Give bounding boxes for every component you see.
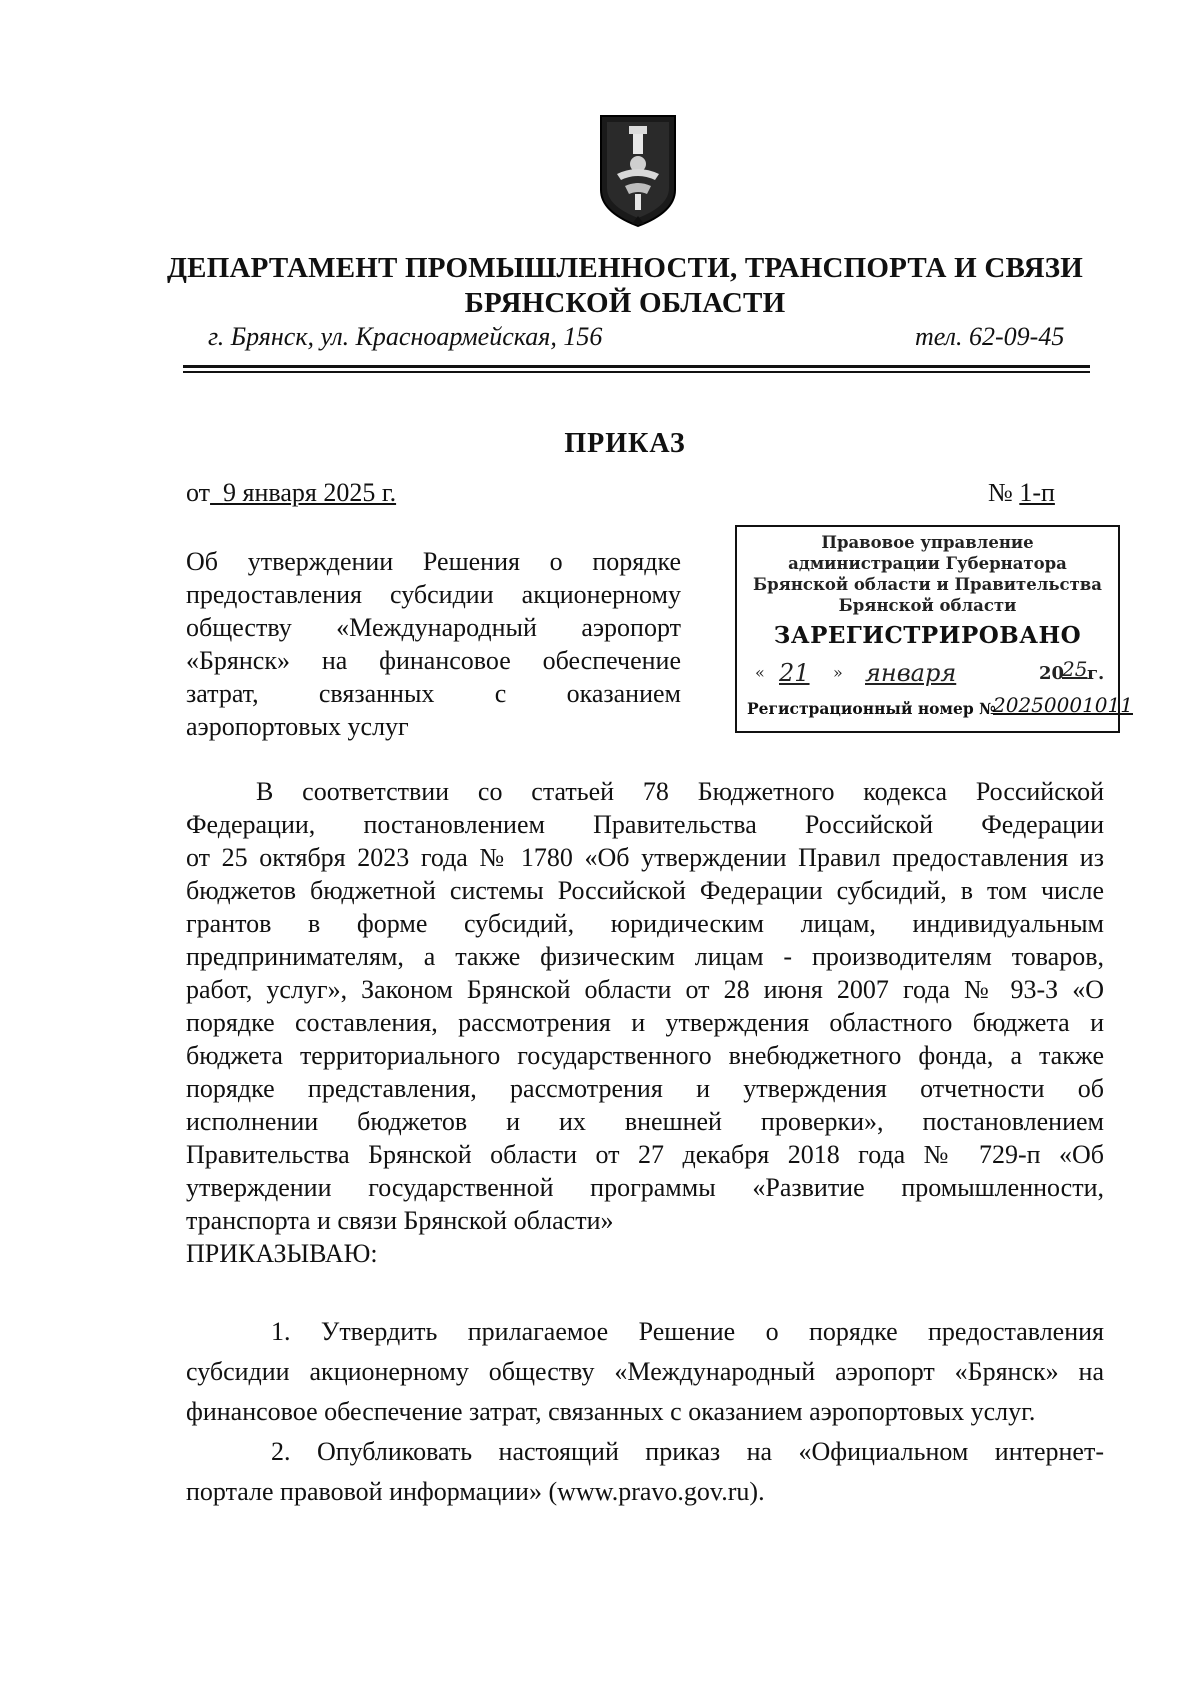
coat-of-arms-icon bbox=[595, 112, 681, 230]
stamp-regnum-value: 20250001011 bbox=[993, 693, 1133, 717]
stamp-quote-open: « bbox=[755, 663, 765, 682]
order-item-line: финансовое обеспечение затрат, связанных с оказанием аэропортовых услуг. bbox=[186, 1397, 1036, 1426]
stamp-regnum-label: Регистрационный номер № bbox=[747, 699, 996, 718]
order-item-line: 2. Опубликовать настоящий приказ на «Официальном интернет- bbox=[271, 1437, 1104, 1466]
preamble-line: Федерации, постановлением Правительства Российской Федерации bbox=[186, 810, 1104, 839]
subject-line: Об утверждении Решения о порядке bbox=[186, 547, 681, 576]
order-item-line: портале правовой информации» (www.pravo.gov.ru). bbox=[186, 1477, 765, 1506]
subject-line: предоставления субсидии акционерному bbox=[186, 580, 681, 609]
preamble-line: порядке представления, рассмотрения и утверждения отчетности об bbox=[186, 1074, 1104, 1103]
stamp-line: Брянской области и Правительства bbox=[753, 575, 1102, 594]
stamp-date bbox=[755, 657, 1105, 691]
preamble-line: от 25 октября 2023 года № 1780 «Об утверждении Правил предоставления из bbox=[186, 843, 1104, 872]
order-date bbox=[186, 478, 396, 508]
department-title: ДЕПАРТАМЕНТ ПРОМЫШЛЕННОСТИ, ТРАНСПОРТА И СВЯЗИ bbox=[167, 252, 1083, 284]
preamble-line: порядке составления, рассмотрения и утверждения областного бюджета и bbox=[186, 1008, 1104, 1037]
preamble bbox=[186, 775, 1104, 1270]
subject-line: аэропортовых услуг bbox=[186, 712, 409, 741]
registration-stamp bbox=[735, 525, 1133, 733]
preamble-line: утверждении государственной программы «Развитие промышленности, bbox=[186, 1173, 1104, 1202]
order-date-value: 9 января 2025 г. bbox=[223, 478, 397, 507]
order-subject bbox=[186, 545, 681, 743]
preamble-line: бюджета территориального государственного внебюджетного фонда, а также bbox=[186, 1041, 1104, 1070]
stamp-registered: ЗАРЕГИСТРИРОВАНО bbox=[773, 622, 1082, 649]
stamp-year-mark: г. bbox=[1087, 663, 1105, 684]
order-items bbox=[186, 1312, 1104, 1512]
preamble-line: В соответствии со статьей 78 Бюджетного кодекса Российской bbox=[256, 777, 1104, 806]
department-address: г. Брянск, ул. Красноармейская, 156 bbox=[208, 322, 603, 351]
header-divider-thin bbox=[183, 371, 1090, 373]
order-number-value: 1-п bbox=[1019, 478, 1055, 507]
preamble-line: бюджетов бюджетной системы Российской Федерации субсидий, в том числе bbox=[186, 876, 1104, 905]
subject-line: затрат, связанных с оказанием bbox=[186, 679, 681, 708]
order-item-line: субсидии акционерному обществу «Международный аэропорт «Брянск» на bbox=[186, 1357, 1104, 1386]
department-region: БРЯНСКОЙ ОБЛАСТИ bbox=[464, 287, 786, 319]
stamp-line: Правовое управление bbox=[821, 533, 1034, 552]
order-item-line: 1. Утвердить прилагаемое Решение о порядке предоставления bbox=[271, 1317, 1104, 1346]
preamble-line: грантов в форме субсидий, юридическим лицам, индивидуальным bbox=[186, 909, 1104, 938]
stamp-year-suffix: 25 bbox=[1062, 657, 1088, 681]
stamp-year-prefix: 20 bbox=[1039, 663, 1065, 684]
preamble-line: исполнении бюджетов и их внешней проверки», постановлением bbox=[186, 1107, 1104, 1136]
order-date-prefix: от bbox=[186, 478, 211, 507]
stamp-quote-close: » bbox=[833, 663, 843, 682]
stamp-line: администрации Губернатора bbox=[788, 554, 1067, 573]
preamble-line: транспорта и связи Брянской области» bbox=[186, 1206, 614, 1235]
header-divider bbox=[183, 365, 1090, 368]
order-number-prefix: № bbox=[988, 478, 1013, 507]
subject-line: обществу «Международный аэропорт bbox=[186, 613, 681, 642]
stamp-line: Брянской области bbox=[838, 596, 1017, 615]
orders-heading: ПРИКАЗЫВАЮ: bbox=[186, 1239, 378, 1268]
order-number bbox=[988, 478, 1055, 508]
preamble-line: предпринимателям, а также физическим лицам - производителям товаров, bbox=[186, 942, 1104, 971]
department-phone: тел. 62-09-45 bbox=[915, 322, 1065, 351]
order-title: ПРИКАЗ bbox=[564, 428, 686, 459]
stamp-month: января bbox=[865, 659, 957, 687]
preamble-line: Правительства Брянской области от 27 декабря 2018 года № 729-п «Об bbox=[186, 1140, 1104, 1169]
stamp-day: 21 bbox=[779, 659, 810, 687]
subject-line: «Брянск» на финансовое обеспечение bbox=[186, 646, 681, 675]
preamble-line: работ, услуг», Законом Брянской области от 28 июня 2007 года № 93-З «О bbox=[186, 975, 1104, 1004]
